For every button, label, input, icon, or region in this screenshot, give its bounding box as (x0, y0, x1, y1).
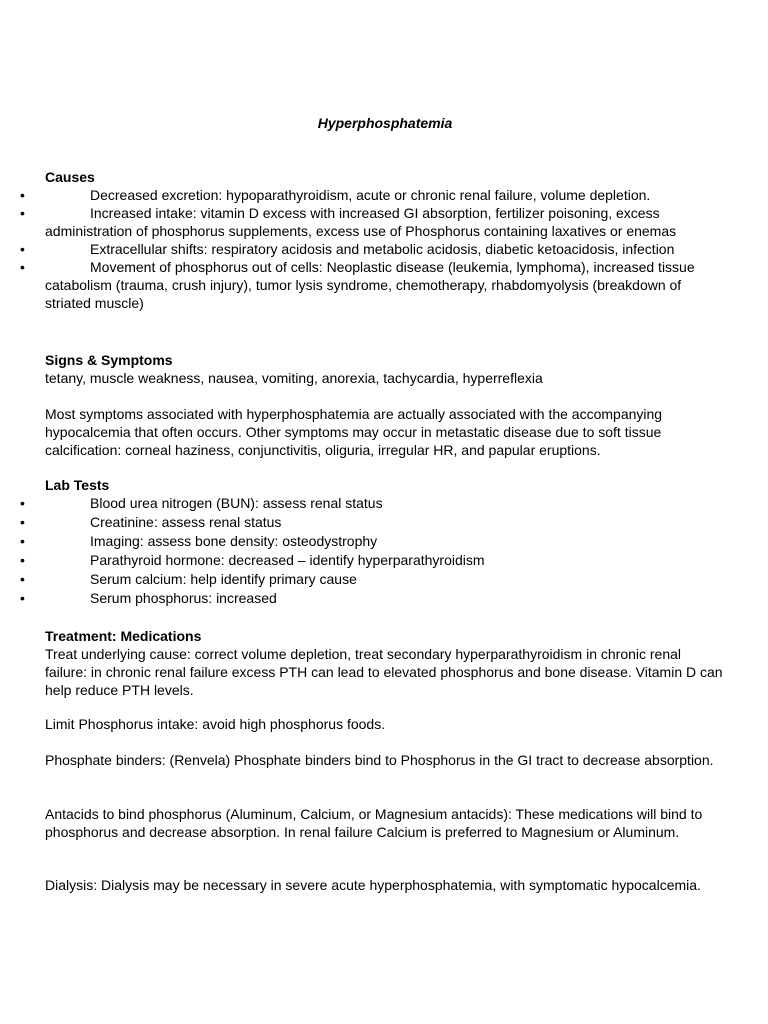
list-item (20, 204, 725, 240)
treatment-heading: Treatment: Medications (45, 628, 202, 644)
list-item-text: Serum phosphorus: increased (90, 590, 277, 606)
list-item (20, 589, 725, 607)
list-item-text: Increased intake: vitamin D excess with increased GI absorption, fertilizer poisoning, excess administration of phosphorus supplements, excess use of Phosphorus containing laxatives or enemas (45, 205, 677, 239)
list-item (20, 240, 725, 258)
treatment-paragraph: Dialysis: Dialysis may be necessary in severe acute hyperphosphatemia, with symptomatic hypocalcemia. (45, 877, 701, 893)
causes-heading: Causes (45, 169, 95, 185)
bullet-icon: • (20, 187, 25, 203)
list-item (20, 258, 725, 312)
list-item-text: Decreased excretion: hypoparathyroidism, acute or chronic renal failure, volume depletion. (90, 187, 651, 203)
list-item (20, 551, 725, 569)
signs-note-section (45, 405, 725, 459)
treatment-paragraph: Antacids to bind phosphorus (Aluminum, Calcium, or Magnesium antacids): These medications will bind to phosphorus and decrease absorption. In renal failure Calcium is preferred to Magnesium or Aluminum. (45, 806, 703, 840)
causes-section (20, 168, 725, 312)
page-title: Hyperphosphatemia (317, 115, 453, 131)
treatment-paragraph: Treat underlying cause: correct volume depletion, treat secondary hyperparathyroidism in chronic renal failure: in chronic renal failure excess PTH can lead to elevated phosphorus and bone disease. Vitamin D can help reduce PTH levels. (45, 646, 723, 698)
treatment-paragraph: Phosphate binders: (Renvela) Phosphate binders bind to Phosphorus in the GI tract to decrease absorption. (45, 752, 714, 768)
bullet-icon: • (20, 205, 25, 221)
treatment-limit-section (45, 715, 725, 733)
treatment-binders-section (45, 751, 725, 769)
list-item-text: Blood urea nitrogen (BUN): assess renal status (90, 495, 383, 511)
treatment-paragraph: Limit Phosphorus intake: avoid high phosphorus foods. (45, 716, 386, 732)
bullet-icon: • (20, 514, 25, 530)
signs-text: tetany, muscle weakness, nausea, vomiting, anorexia, tachycardia, hyperreflexia (45, 370, 543, 386)
bullet-icon: • (20, 533, 25, 549)
labs-list (20, 494, 725, 607)
list-item (20, 513, 725, 531)
signs-section (45, 351, 725, 387)
list-item-text: Extracellular shifts: respiratory acidosis and metabolic acidosis, diabetic ketoacidosis, infection (90, 241, 675, 257)
list-item-text: Imaging: assess bone density: osteodystrophy (90, 533, 378, 549)
causes-list (20, 186, 725, 312)
bullet-icon: • (20, 259, 25, 275)
bullet-icon: • (20, 590, 25, 606)
signs-note: Most symptoms associated with hyperphosphatemia are actually associated with the accompanying hypocalcemia that often occurs. Other symptoms may occur in metastatic disease due to soft tissue calcification: corneal haziness, conjunctivitis, oliguria, irregular HR, and papular eruptions. (45, 406, 663, 458)
list-item-text: Parathyroid hormone: decreased – identify hyperparathyroidism (90, 552, 485, 568)
list-item-text: Serum calcium: help identify primary cause (90, 571, 357, 587)
list-item-text: Creatinine: assess renal status (90, 514, 282, 530)
bullet-icon: • (20, 571, 25, 587)
treatment-dialysis-section (45, 876, 725, 894)
bullet-icon: • (20, 241, 25, 257)
labs-section (20, 476, 725, 607)
list-item (20, 186, 725, 204)
list-item-text: Movement of phosphorus out of cells: Neoplastic disease (leukemia, lymphoma), increased tissue catabolism (trauma, crush injury), tumor lysis syndrome, chemotherapy, rhabdomyolysis (breakdown of striated muscle) (45, 259, 695, 311)
list-item (20, 494, 725, 512)
bullet-icon: • (20, 495, 25, 511)
list-item (20, 532, 725, 550)
signs-heading: Signs & Symptoms (45, 352, 173, 368)
bullet-icon: • (20, 552, 25, 568)
treatment-antacids-section (45, 805, 725, 841)
list-item (20, 570, 725, 588)
labs-heading: Lab Tests (45, 477, 110, 493)
treatment-section (45, 627, 725, 699)
